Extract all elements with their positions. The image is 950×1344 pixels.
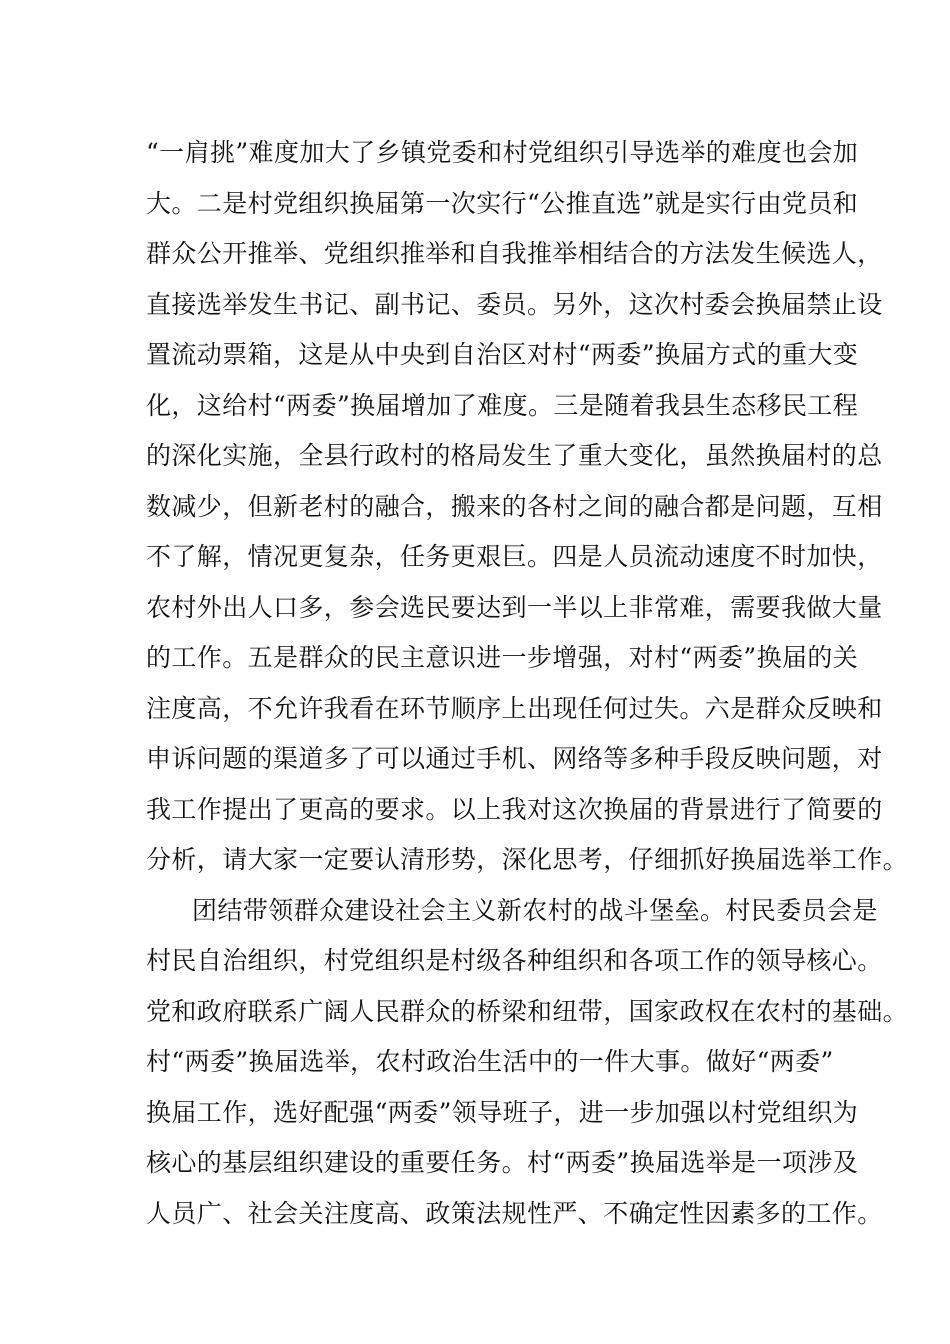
text-line: 人员广、社会关注度高、政策法规性严、不确定性因素多的工作。 xyxy=(146,1198,883,1228)
text-line: 注度高，不允许我看在环节顺序上出现任何过失。六是群众反映和 xyxy=(146,693,883,723)
text-line: 置流动票箱，这是从中央到自治区对村“两委”换届方式的重大变 xyxy=(146,340,859,369)
text-line: 村“两委”换届选举，农村政治生活中的一件大事。做好“两委” xyxy=(146,1047,834,1076)
text-line: 的深化实施，全县行政村的格局发生了重大变化，虽然换届村的总 xyxy=(146,441,883,470)
text-line: 核心的基层组织建设的重要任务。村“两委”换届选举是一项涉及 xyxy=(146,1148,859,1177)
text-line: 党和政府联系广阔人民群众的桥梁和纽带，国家政权在农村的基础。 xyxy=(146,996,909,1026)
text-line: 分析，请大家一定要认清形势，深化思考，仔细抓好换届选举工作。 xyxy=(146,845,909,874)
text-line: 村民自治组织，村党组织是村级各种组织和各项工作的领导核心。 xyxy=(146,946,883,975)
text-line: 数减少，但新老村的融合，搬来的各村之间的融合都是问题，互相 xyxy=(146,491,883,521)
paragraph-first-line: 团结带领群众建设社会主义新农村的战斗堡垒。村民委员会是 xyxy=(192,895,878,925)
text-line: 换届工作，选好配强“两委”领导班子，进一步加强以村党组织为 xyxy=(146,1097,859,1127)
text-line: 大。二是村党组织换届第一次实行“公推直选”就是实行由党员和 xyxy=(146,188,859,218)
text-line: 的工作。五是群众的民主意识进一步增强，对村“两委”换届的关 xyxy=(146,643,859,672)
text-line: 群众公开推举、党组织推举和自我推举相结合的方法发生候选人， xyxy=(146,239,883,268)
text-line: 不了解，情况更复杂，任务更艰巨。四是人员流动速度不时加快， xyxy=(146,542,883,571)
text-line: 农村外出人口多，参会选民要达到一半以上非常难，需要我做大量 xyxy=(146,592,883,622)
text-line: 化，这给村“两委”换届增加了难度。三是随着我县生态移民工程 xyxy=(146,390,859,420)
text-line: 我工作提出了更高的要求。以上我对这次换届的背景进行了简要的 xyxy=(146,794,883,824)
text-line: 直接选举发生书记、副书记、委员。另外，这次村委会换届禁止设 xyxy=(146,289,883,319)
text-line: “一肩挑”难度加大了乡镇党委和村党组织引导选举的难度也会加 xyxy=(146,138,859,167)
text-line: 申诉问题的渠道多了可以通过手机、网络等多种手段反映问题，对 xyxy=(146,744,883,773)
body-text xyxy=(146,128,909,1239)
